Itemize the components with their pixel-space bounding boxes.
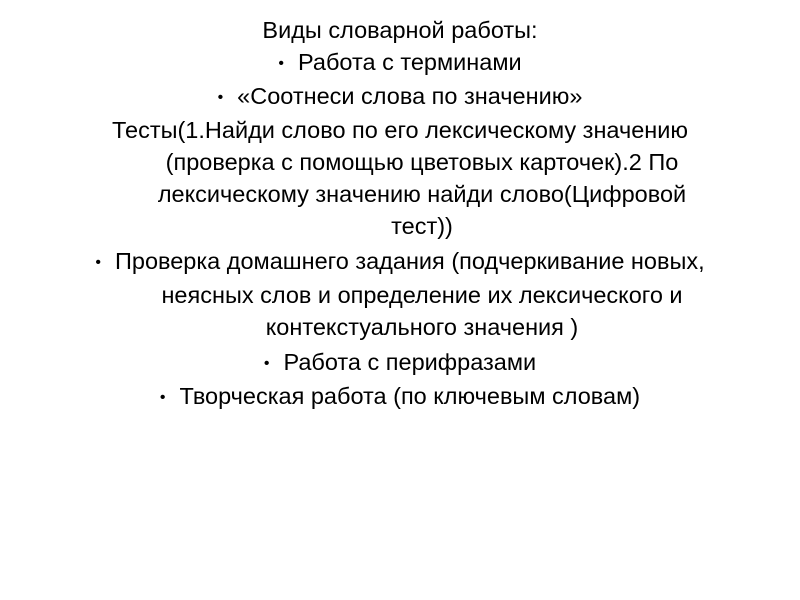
tests-line-4 [62, 210, 782, 242]
bullet-icon: • [263, 355, 270, 372]
list-item-terms [40, 46, 760, 80]
list-item-text: «Соотнеси слова по значению» [237, 83, 583, 109]
bullet-icon: • [278, 55, 284, 72]
list-item-text: (проверка с помощью цветовых карточек).2 По [165, 149, 679, 175]
list-item-text: Работа с перифразами [283, 349, 537, 375]
bullet-icon: • [217, 89, 224, 106]
homework-line-3 [62, 311, 782, 343]
slide-content [40, 14, 760, 414]
heading-text: Виды словарной работы: [262, 17, 538, 43]
bullet-icon: • [159, 389, 166, 406]
list-item-text: Тесты(1.Найди слово по его лексическому значению [111, 117, 689, 143]
homework-line-1 [40, 245, 760, 279]
list-item-text: Проверка домашнего задания (подчеркивание новых, [114, 248, 705, 274]
tests-line-2 [62, 146, 782, 178]
slide-heading [40, 14, 760, 46]
list-item-match-words [40, 80, 760, 114]
list-item-creative [40, 380, 760, 414]
list-item-text: Творческая работа (по ключевым словам) [179, 383, 641, 409]
tests-line-1 [40, 114, 760, 146]
list-item-periphrasis [40, 346, 760, 380]
list-item-text: неясных слов и определение их лексического и [161, 282, 683, 308]
list-item-text: контекстуального значения ) [265, 314, 579, 340]
bullet-icon: • [95, 254, 101, 271]
list-item-text: тест)) [391, 213, 453, 239]
tests-line-3 [62, 178, 782, 210]
list-item-text: лексическому значению найди слово(Цифровой [157, 181, 687, 207]
list-item-text: Работа с терминами [298, 49, 522, 75]
homework-line-2 [62, 279, 782, 311]
